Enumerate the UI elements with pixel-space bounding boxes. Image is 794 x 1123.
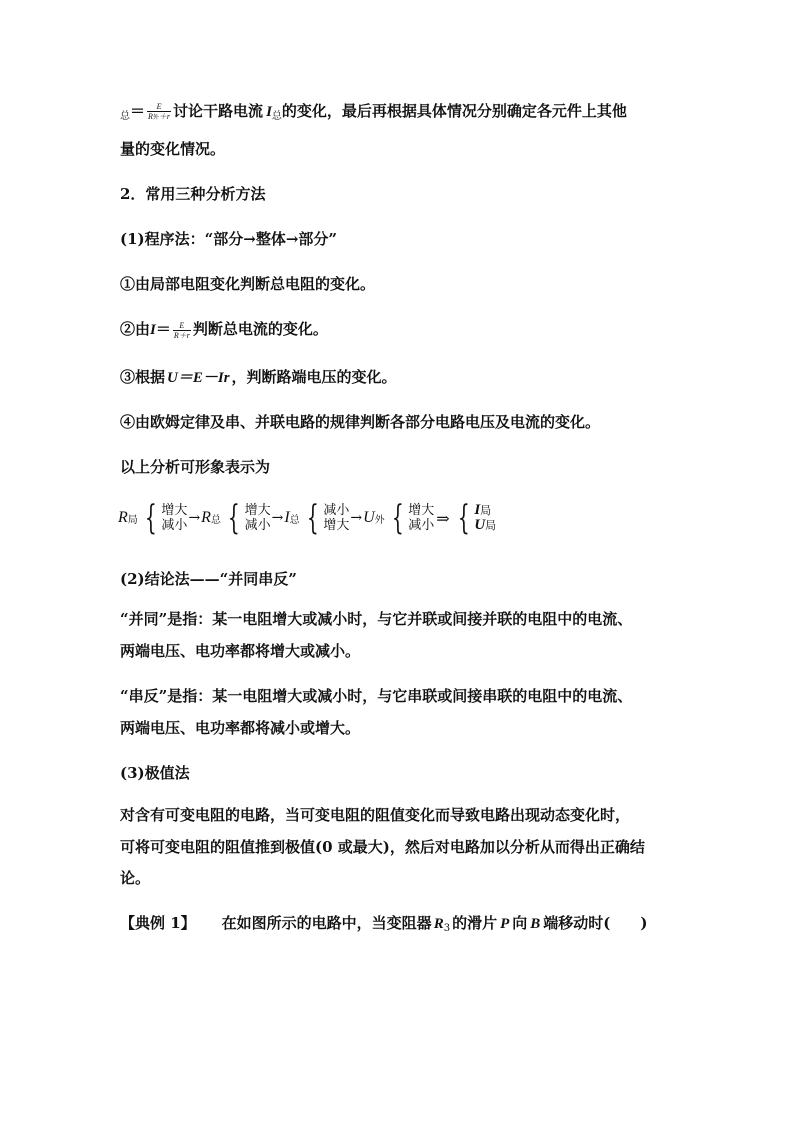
chain-r-local: R — [118, 509, 128, 526]
chain-stack-1: 增大 减小 — [161, 503, 188, 533]
chuanfan-line-2: 两端电压、电功率都将减小或增大。 — [120, 719, 361, 737]
chuanfan-line-1: “串反”是指：某一电阻增大或减小时，与它串联或间接串联的电阻中的电流、 — [120, 687, 633, 705]
right-arrow-icon: → — [188, 510, 201, 526]
chain-i-total: I — [284, 509, 290, 526]
step3-formula: U＝E－Ir — [167, 370, 230, 386]
example-b: B — [530, 916, 541, 932]
step2-post: 判断总电流的变化。 — [192, 320, 328, 338]
chain-u-out: U — [363, 509, 375, 526]
method-1-step-2 — [120, 318, 328, 340]
chain-stack-3: 减小 增大 — [323, 503, 350, 533]
method-3-title: (3)极值法 — [120, 764, 190, 782]
intro-fraction — [147, 102, 171, 123]
method-1-title: (1)程序法：“部分→整体→部分” — [120, 230, 338, 248]
brace-icon: { — [227, 498, 240, 538]
method-3-line-3: 论。 — [120, 869, 151, 887]
bingtong-line-1: “并同”是指：某一电阻增大或减小时，与它并联或间接并联的电阻中的电流、 — [120, 610, 633, 628]
right-arrow-icon: → — [271, 510, 284, 526]
intro-text-2: 的变化，最后再根据具体情况分别确定各元件上其他 — [281, 102, 627, 120]
example-1 — [120, 912, 648, 934]
chain-stack-2: 增大 减小 — [244, 503, 271, 533]
example-p: P — [500, 916, 510, 932]
intro-line-2: 量的变化情况。 — [120, 140, 226, 158]
step2-pre: ②由 — [120, 320, 151, 338]
section-2-title: 2．常用三种分析方法 — [120, 185, 266, 203]
method-2-title: (2)结论法——“并同串反” — [120, 570, 297, 588]
step2-I: I — [150, 322, 156, 338]
intro-frac-num: E — [147, 102, 171, 112]
right-arrow-icon: → — [350, 510, 363, 526]
example-mid-2: 向 — [512, 914, 528, 932]
intro-line-1 — [120, 100, 627, 123]
brace-icon: { — [391, 498, 404, 538]
step2-fraction — [173, 321, 191, 340]
intro-text-1: 讨论干路电流 — [173, 102, 264, 120]
example-post: 端移动时( ) — [543, 914, 648, 932]
example-tag: 【典例 1】 — [120, 914, 196, 932]
step2-frac-num: E — [173, 321, 191, 331]
chain-stack-4: 增大 减小 — [408, 503, 435, 533]
intro-lead-sub: 总 — [120, 111, 130, 122]
chain-result-stack: I局 U局 — [474, 502, 497, 533]
method-1-summary: 以上分析可形象表示为 — [120, 458, 271, 476]
method-1-step-3 — [120, 366, 397, 387]
example-pre: 在如图所示的电路中，当变阻器 — [221, 914, 432, 932]
chain-u-out-sub: 外 — [374, 514, 385, 526]
step3-pre: ③根据 — [120, 368, 166, 386]
chain-r-total: R — [201, 509, 211, 526]
method-1-step-1: ①由局部电阻变化判断总电阻的变化。 — [120, 275, 376, 293]
brace-icon: { — [144, 498, 157, 538]
intro-eq: ＝ — [130, 102, 146, 120]
example-mid-1: 的滑片 — [452, 914, 498, 932]
brace-icon: { — [306, 498, 319, 538]
method-1-step-4: ④由欧姆定律及串、并联电路的规律判断各部分电路电压及电流的变化。 — [120, 413, 601, 431]
step2-eq: ＝ — [155, 320, 171, 338]
intro-I: I — [266, 104, 272, 120]
chain-r-local-sub: 局 — [127, 514, 138, 526]
method-3-line-2: 可将可变电阻的阻值推到极值(0 或最大)，然后对电路加以分析从而得出正确结 — [120, 838, 645, 856]
bingtong-line-2: 两端电压、电功率都将增大或减小。 — [120, 642, 361, 660]
chain-r-total-sub: 总 — [210, 514, 221, 526]
analysis-chain — [118, 500, 496, 536]
step3-post: ，判断路端电压的变化。 — [231, 368, 397, 386]
brace-icon: { — [457, 498, 470, 538]
implies-arrow-icon: ⇒ — [436, 508, 450, 528]
example-r3-sub: 3 — [443, 923, 451, 934]
intro-frac-den: R外＋r — [148, 111, 171, 121]
chain-i-total-sub: 总 — [289, 514, 300, 526]
example-r3: R — [433, 916, 444, 932]
step2-frac-den: R＋r — [173, 330, 190, 340]
method-3-line-1: 对含有可变电阻的电路，当可变电阻的阻值变化而导致电路出现动态变化时， — [120, 806, 631, 824]
intro-I-sub: 总 — [271, 111, 282, 122]
